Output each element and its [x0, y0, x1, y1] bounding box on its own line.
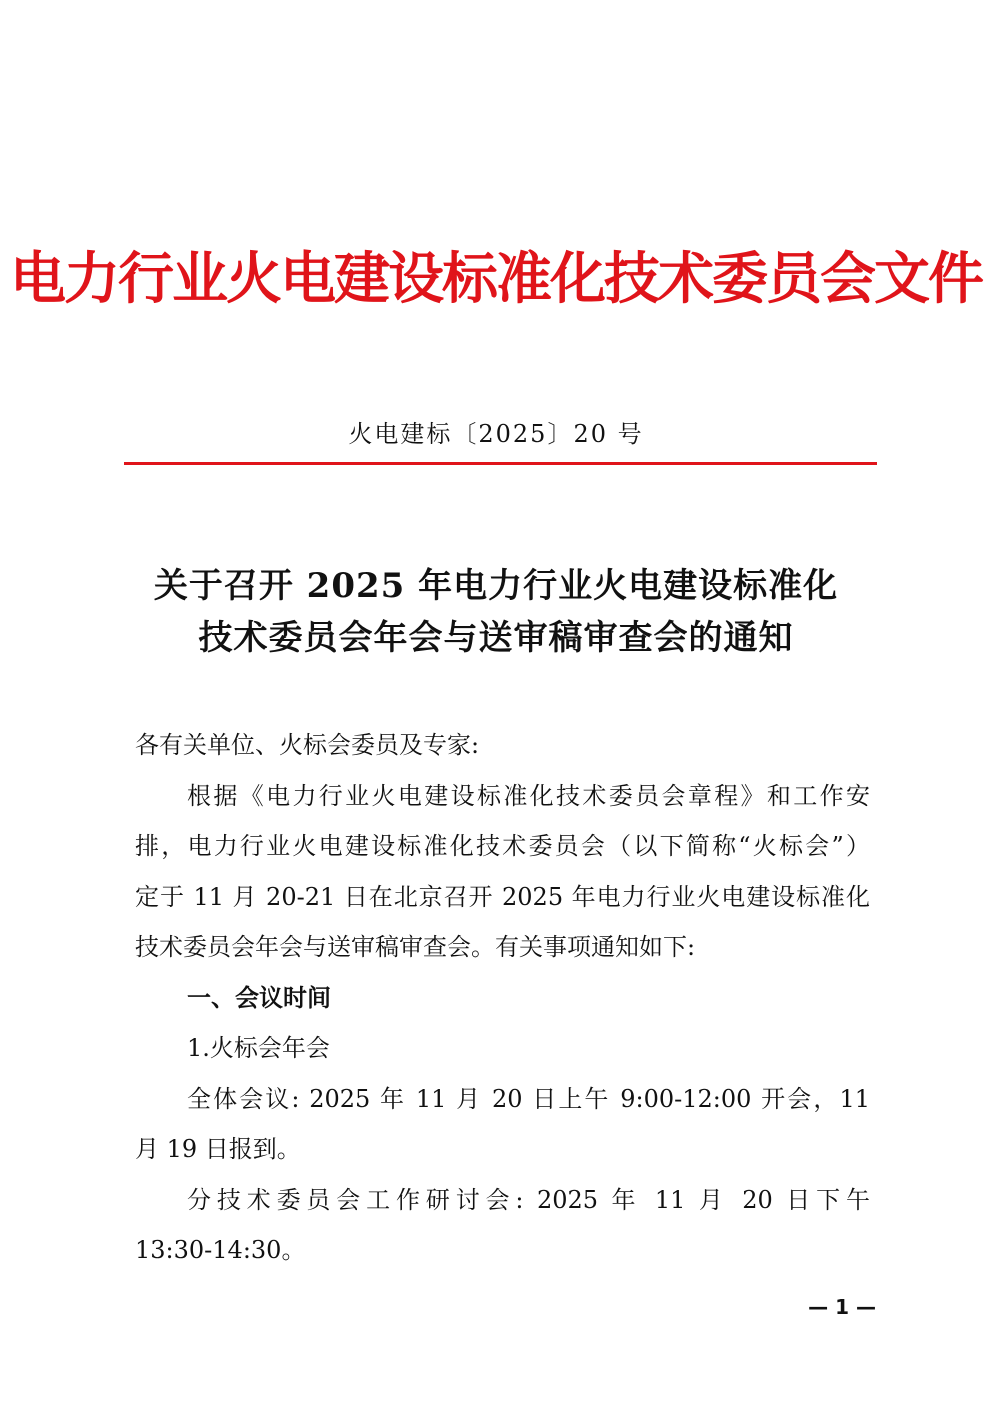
notice-title-line-1: 关于召开 2025 年电力行业火电建设标准化	[153, 566, 839, 606]
document-number: 火电建标〔2025〕20 号	[348, 420, 644, 448]
paragraph-line: 根据《电力行业火电建设标准化技术委员会章程》和工作安	[187, 781, 870, 810]
subcommittee-line: 分技术委员会工作研讨会: 2025 年 11 月 20 日下午	[187, 1185, 870, 1214]
red-divider-line	[124, 462, 877, 465]
issuer-header-title: 电力行业火电建设标准化技术委员会文件	[10, 247, 982, 312]
page-number: — 1 —	[808, 1295, 876, 1319]
section-heading-meeting-time: 一、会议时间	[187, 983, 331, 1012]
item-annual-meeting: 1.火标会年会	[187, 1034, 330, 1062]
paragraph-line: 技术委员会年会与送审稿审查会。有关事项通知如下:	[135, 933, 696, 961]
notice-title	[0, 560, 992, 664]
paragraph-line: 排，电力行业火电建设标准化技术委员会（以下简称“火标会”）	[135, 832, 870, 860]
plenary-line: 月 19 日报到。	[135, 1135, 301, 1163]
salutation: 各有关单位、火标会委员及专家:	[135, 731, 480, 759]
notice-body	[135, 720, 870, 1276]
paragraph-line: 定于 11 月 20-21 日在北京召开 2025 年电力行业火电建设标准化	[135, 882, 870, 911]
subcommittee-line: 13:30-14:30。	[135, 1236, 306, 1264]
notice-title-line-2: 技术委员会年会与送审稿审查会的通知	[198, 618, 794, 658]
plenary-line: 全体会议: 2025 年 11 月 20 日上午 9:00-12:00 开会，11	[187, 1084, 870, 1113]
